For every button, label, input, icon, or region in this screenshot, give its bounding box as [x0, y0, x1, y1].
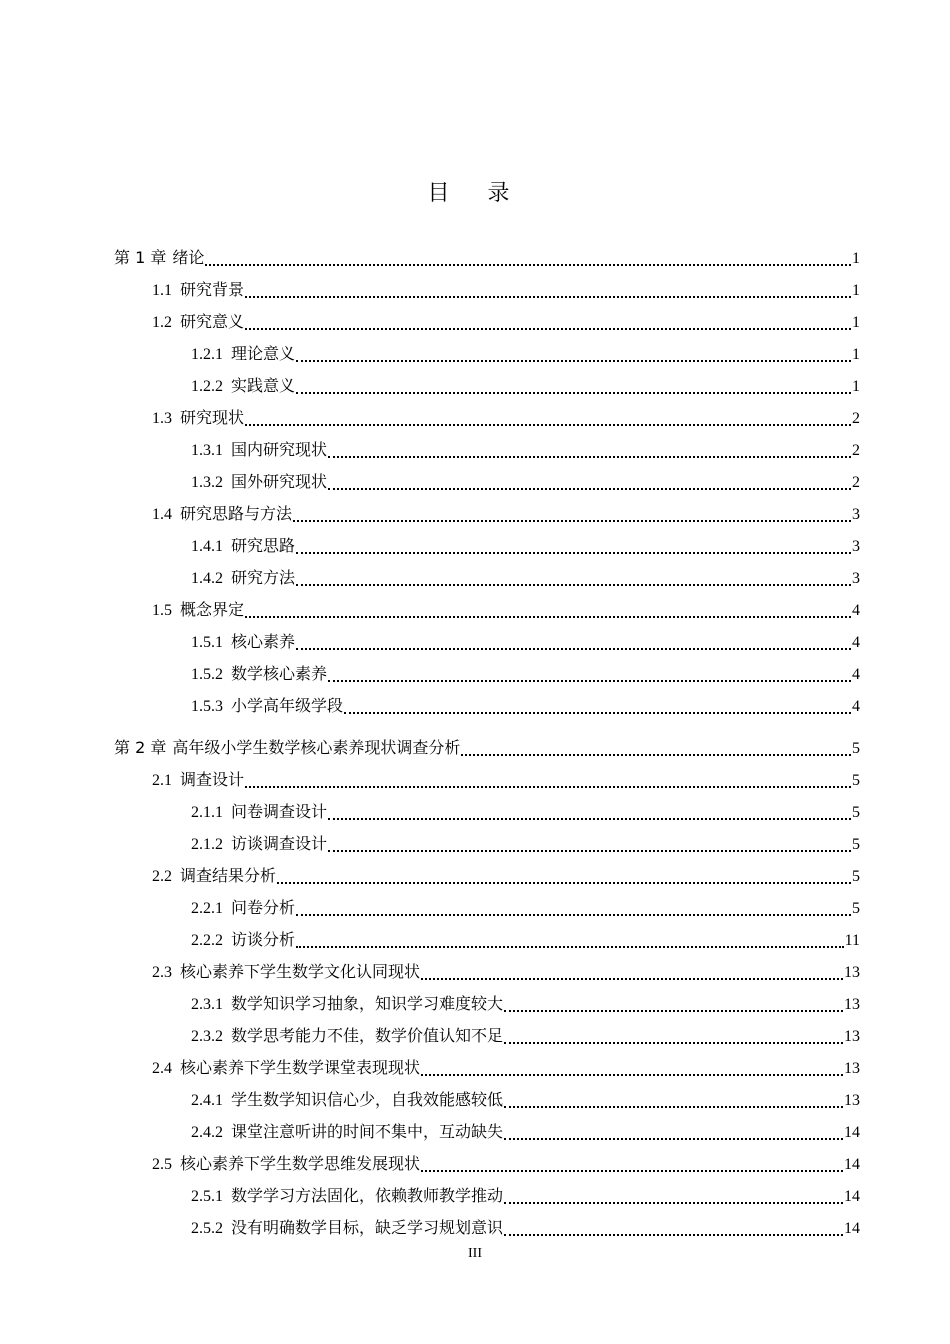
toc-entry-number: 1.2 — [152, 314, 172, 331]
toc-entry-page: 2 — [852, 474, 860, 491]
toc-section-entry[interactable] — [0, 306, 950, 338]
toc-entry-page: 5 — [852, 804, 860, 821]
toc-entry-page: 2 — [852, 410, 860, 427]
toc-entry-page: 13 — [844, 964, 860, 981]
toc-entry-page: 3 — [852, 570, 860, 587]
toc-subsection-entry[interactable] — [0, 924, 950, 956]
toc-dot-leader — [245, 786, 851, 788]
toc-dot-leader — [296, 552, 851, 554]
toc-dot-leader — [245, 328, 851, 330]
toc-entry-page: 4 — [852, 666, 860, 683]
toc-chapter-entry[interactable] — [0, 242, 950, 274]
toc-subsection-entry[interactable] — [0, 370, 950, 402]
toc-subsection-entry[interactable] — [0, 892, 950, 924]
toc-entry-page: 1 — [852, 378, 860, 395]
toc-dot-leader — [245, 424, 851, 426]
toc-entry-page: 14 — [844, 1220, 860, 1237]
toc-entry-number: 1.5.1 — [191, 634, 223, 651]
toc-section-entry[interactable] — [0, 764, 950, 796]
toc-subsection-entry[interactable] — [0, 530, 950, 562]
toc-dot-leader — [245, 616, 851, 618]
toc-entry-number: 2.5 — [152, 1156, 172, 1173]
page-title: 目录 — [427, 181, 548, 206]
toc-dot-leader — [328, 488, 851, 490]
toc-entry-title: 国外研究现状 — [231, 472, 328, 491]
toc-entry-page: 1 — [852, 282, 860, 299]
toc-entry-title: 研究思路与方法 — [180, 504, 293, 523]
toc-dot-leader — [296, 360, 851, 362]
toc-entry-title: 调查结果分析 — [180, 866, 277, 885]
toc-section-entry[interactable] — [0, 594, 950, 626]
toc-entry-title: 概念界定 — [180, 600, 245, 619]
toc-dot-leader — [504, 1202, 843, 1204]
toc-entry-number: 1.2.2 — [191, 378, 223, 395]
toc-entry-title: 国内研究现状 — [231, 440, 328, 459]
toc-subsection-entry[interactable] — [0, 658, 950, 690]
toc-entry-page: 4 — [852, 634, 860, 651]
toc-subsection-entry[interactable] — [0, 626, 950, 658]
toc-dot-leader — [504, 1042, 843, 1044]
toc-entry-page: 1 — [852, 314, 860, 331]
toc-dot-leader — [296, 648, 851, 650]
toc-entry-number: 1.3.1 — [191, 442, 223, 459]
toc-dot-leader — [296, 392, 851, 394]
toc-chapter-entry[interactable] — [0, 732, 950, 764]
toc-entry-number: 2.5.2 — [191, 1220, 223, 1237]
toc-dot-leader — [504, 1106, 843, 1108]
toc-entry-number: 2.3.1 — [191, 996, 223, 1013]
toc-dot-leader — [277, 882, 851, 884]
toc-dot-leader — [205, 264, 851, 266]
toc-entry-number: 1.3 — [152, 410, 172, 427]
toc-entry-number: 2.4 — [152, 1060, 172, 1077]
toc-entry-title: 研究现状 — [180, 408, 245, 427]
toc-subsection-entry[interactable] — [0, 434, 950, 466]
toc-dot-leader — [421, 978, 843, 980]
toc-entry-page: 14 — [844, 1156, 860, 1173]
toc-entry-title: 数学知识学习抽象，知识学习难度较大 — [231, 994, 504, 1013]
toc-entry-page: 3 — [852, 506, 860, 523]
toc-entry-number: 2.2 — [152, 868, 172, 885]
toc-entry-page: 3 — [852, 538, 860, 555]
toc-entry-page: 14 — [844, 1188, 860, 1205]
toc-entry-page: 1 — [852, 346, 860, 363]
toc-entry-title: 数学思考能力不佳，数学价值认知不足 — [231, 1026, 504, 1045]
table-of-contents — [0, 242, 950, 1244]
toc-dot-leader — [461, 754, 851, 756]
toc-entry-number: 1.3.2 — [191, 474, 223, 491]
toc-entry-number: 1.4.2 — [191, 570, 223, 587]
toc-entry-title: 高年级小学生数学核心素养现状调查分析 — [172, 738, 461, 757]
toc-entry-number: 2.2.2 — [191, 932, 223, 949]
toc-entry-number: 2.1.1 — [191, 804, 223, 821]
toc-entry-page: 13 — [844, 1028, 860, 1045]
toc-entry-page: 14 — [844, 1124, 860, 1141]
toc-section-entry[interactable] — [0, 860, 950, 892]
toc-entry-page: 5 — [852, 772, 860, 789]
toc-entry-title: 问卷调查设计 — [231, 802, 328, 821]
toc-entry-number: 第 1 章 — [114, 248, 167, 267]
toc-entry-page: 13 — [844, 1060, 860, 1077]
toc-entry-number: 1.5 — [152, 602, 172, 619]
toc-subsection-entry[interactable] — [0, 1180, 950, 1212]
toc-entry-number: 2.2.1 — [191, 900, 223, 917]
toc-subsection-entry[interactable] — [0, 1116, 950, 1148]
toc-entry-page: 13 — [844, 996, 860, 1013]
toc-entry-page: 5 — [852, 900, 860, 917]
toc-dot-leader — [421, 1074, 843, 1076]
toc-dot-leader — [328, 850, 851, 852]
toc-dot-leader — [245, 296, 851, 298]
toc-dot-leader — [296, 946, 844, 948]
toc-entry-title: 没有明确数学目标，缺乏学习规划意识 — [231, 1218, 504, 1237]
toc-entry-title: 数学学习方法固化，依赖教师教学推动 — [231, 1186, 504, 1205]
toc-section-entry[interactable] — [0, 274, 950, 306]
toc-subsection-entry[interactable] — [0, 338, 950, 370]
toc-entry-title: 核心素养下学生数学课堂表现现状 — [180, 1058, 421, 1077]
toc-subsection-entry[interactable] — [0, 562, 950, 594]
toc-dot-leader — [504, 1234, 843, 1236]
toc-entry-page: 1 — [852, 250, 860, 267]
toc-subsection-entry[interactable] — [0, 1212, 950, 1244]
toc-section-entry[interactable] — [0, 402, 950, 434]
page-number-footer: III — [468, 1246, 482, 1261]
toc-entry-title: 小学高年级学段 — [231, 696, 344, 715]
toc-dot-leader — [328, 680, 851, 682]
toc-entry-title: 调查设计 — [180, 770, 245, 789]
toc-entry-page: 5 — [852, 868, 860, 885]
toc-entry-number: 1.5.2 — [191, 666, 223, 683]
toc-dot-leader — [296, 914, 851, 916]
toc-subsection-entry[interactable] — [0, 988, 950, 1020]
toc-entry-number: 1.5.3 — [191, 698, 223, 715]
toc-entry-title: 实践意义 — [231, 376, 296, 395]
toc-subsection-entry[interactable] — [0, 1084, 950, 1116]
toc-section-entry[interactable] — [0, 1052, 950, 1084]
toc-dot-leader — [504, 1138, 843, 1140]
toc-entry-number: 2.5.1 — [191, 1188, 223, 1205]
toc-dot-leader — [296, 584, 851, 586]
toc-entry-number: 1.2.1 — [191, 346, 223, 363]
toc-entry-number: 2.1 — [152, 772, 172, 789]
toc-entry-title: 访谈分析 — [231, 930, 296, 949]
toc-entry-title: 学生数学知识信心少，自我效能感较低 — [231, 1090, 504, 1109]
toc-entry-title: 研究背景 — [180, 280, 245, 299]
toc-entry-number: 2.4.1 — [191, 1092, 223, 1109]
toc-subsection-entry[interactable] — [0, 796, 950, 828]
toc-entry-page: 4 — [852, 602, 860, 619]
toc-entry-title: 研究意义 — [180, 312, 245, 331]
toc-entry-title: 核心素养 — [231, 632, 296, 651]
toc-section-entry[interactable] — [0, 956, 950, 988]
toc-subsection-entry[interactable] — [0, 1020, 950, 1052]
toc-entry-number: 1.1 — [152, 282, 172, 299]
toc-entry-page: 13 — [844, 1092, 860, 1109]
toc-entry-title: 访谈调查设计 — [231, 834, 328, 853]
toc-subsection-entry[interactable] — [0, 690, 950, 722]
toc-entry-title: 绪论 — [172, 248, 205, 267]
toc-entry-number: 2.3 — [152, 964, 172, 981]
toc-entry-page: 4 — [852, 698, 860, 715]
toc-entry-page: 2 — [852, 442, 860, 459]
toc-dot-leader — [421, 1170, 843, 1172]
toc-entry-page: 11 — [844, 932, 860, 949]
toc-entry-title: 研究方法 — [231, 568, 296, 587]
toc-section-entry[interactable] — [0, 1148, 950, 1180]
toc-section-entry[interactable] — [0, 498, 950, 530]
toc-entry-title: 问卷分析 — [231, 898, 296, 917]
toc-entry-page: 5 — [852, 740, 860, 757]
toc-entry-page: 5 — [852, 836, 860, 853]
toc-subsection-entry[interactable] — [0, 466, 950, 498]
toc-entry-title: 课堂注意听讲的时间不集中，互动缺失 — [231, 1122, 504, 1141]
toc-entry-title: 核心素养下学生数学文化认同现状 — [180, 962, 421, 981]
toc-entry-title: 数学核心素养 — [231, 664, 328, 683]
toc-entry-title: 理论意义 — [231, 344, 296, 363]
toc-entry-number: 1.4 — [152, 506, 172, 523]
toc-entry-title: 核心素养下学生数学思维发展现状 — [180, 1154, 421, 1173]
toc-entry-number: 2.4.2 — [191, 1124, 223, 1141]
toc-dot-leader — [328, 456, 851, 458]
toc-dot-leader — [328, 818, 851, 820]
toc-dot-leader — [504, 1010, 843, 1012]
toc-entry-number: 第 2 章 — [114, 738, 167, 757]
toc-dot-leader — [344, 712, 851, 714]
toc-entry-number: 2.3.2 — [191, 1028, 223, 1045]
toc-entry-title: 研究思路 — [231, 536, 296, 555]
toc-dot-leader — [293, 520, 851, 522]
toc-entry-number: 1.4.1 — [191, 538, 223, 555]
toc-subsection-entry[interactable] — [0, 828, 950, 860]
toc-entry-number: 2.1.2 — [191, 836, 223, 853]
